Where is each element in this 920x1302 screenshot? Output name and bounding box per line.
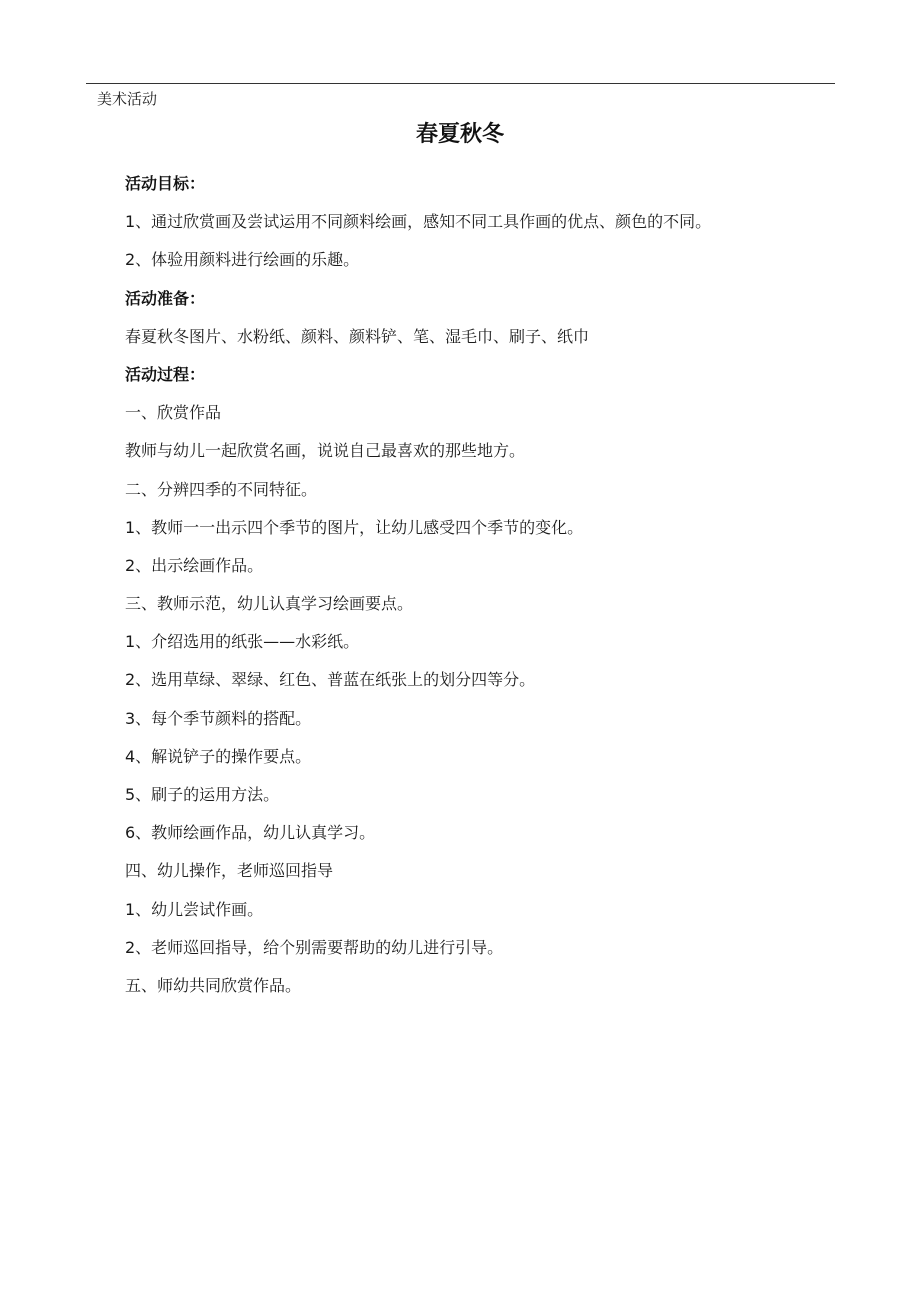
process-step-3-item-1: 1、介绍选用的纸张——水彩纸。 <box>125 632 360 652</box>
process-step-3-item-5: 5、刷子的运用方法。 <box>125 785 280 804</box>
process-step-1-detail: 教师与幼儿一起欣赏名画，说说自己最喜欢的那些地方。 <box>125 441 526 461</box>
process-step-4: 四、幼儿操作，老师巡回指导 <box>125 861 334 881</box>
section-heading-process: 活动过程： <box>125 364 206 384</box>
process-step-5: 五、师幼共同欣赏作品。 <box>125 975 302 995</box>
process-step-3-item-3: 3、每个季节颜料的搭配。 <box>125 708 312 728</box>
header-label: 美术活动 <box>97 90 158 108</box>
process-step-2: 二、分辨四季的不同特征。 <box>125 479 318 499</box>
goal-line-1: 1、通过欣赏画及尝试运用不同颜料绘画，感知不同工具作画的优点、颜色的不同。 <box>125 212 712 232</box>
process-step-4-item-1: 1、幼儿尝试作画。 <box>125 899 264 919</box>
document-title: 春夏秋冬 <box>415 122 504 147</box>
process-step-4-item-2: 2、老师巡回指导，给个别需要帮助的幼儿进行引导。 <box>125 937 504 957</box>
document-body <box>125 170 825 1010</box>
process-step-2-item-1: 1、教师一一出示四个季节的图片，让幼儿感受四个季节的变化。 <box>125 517 584 537</box>
process-step-3: 三、教师示范，幼儿认真学习绘画要点。 <box>125 594 414 614</box>
preparation-materials: 春夏秋冬图片、水粉纸、颜料、颜料铲、笔、湿毛巾、刷子、纸巾 <box>125 326 590 346</box>
header-rule <box>86 83 835 84</box>
section-heading-preparation: 活动准备： <box>125 288 206 308</box>
process-step-1: 一、欣赏作品 <box>125 403 222 423</box>
process-step-3-item-4: 4、解说铲子的操作要点。 <box>125 746 312 766</box>
process-step-3-item-6: 6、教师绘画作品，幼儿认真学习。 <box>125 823 376 843</box>
goal-line-2: 2、体验用颜料进行绘画的乐趣。 <box>125 250 360 270</box>
section-heading-goals: 活动目标： <box>125 174 206 193</box>
process-step-3-item-2: 2、选用草绿、翠绿、红色、普蓝在纸张上的划分四等分。 <box>125 670 536 690</box>
process-step-2-item-2: 2、出示绘画作品。 <box>125 555 264 575</box>
